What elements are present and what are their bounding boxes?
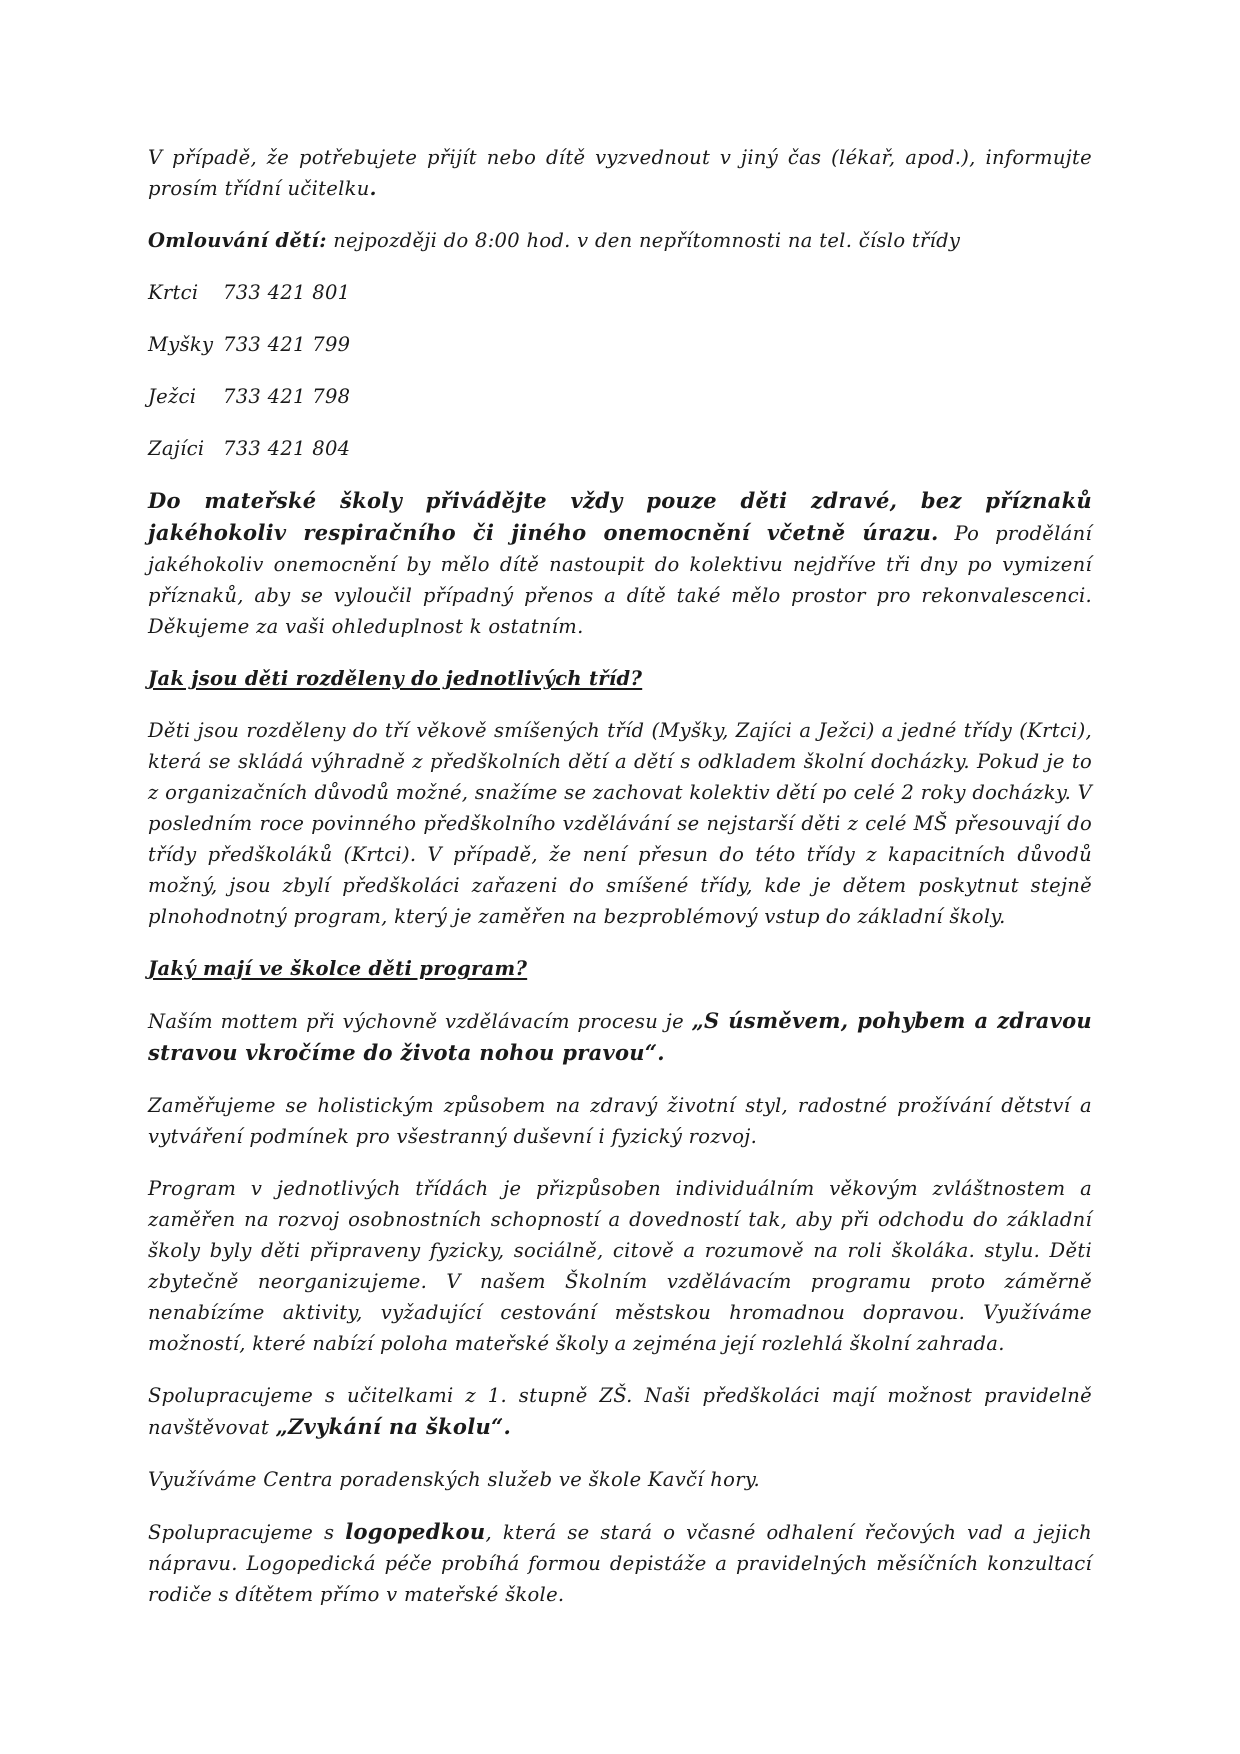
excuse-label: Omlouvání dětí: bbox=[148, 229, 327, 252]
excuse-paragraph bbox=[148, 225, 1092, 256]
program-paragraph-2: Program v jednotlivých třídách je přizpůsoben individuálním věkovým zvláštnostem a zaměřen na rozvoj osobnostních schopností a dovedností tak, aby při odchodu do základní školy byly děti připraveny fyzicky, sociálně, citově a rozumově na roli školáka. stylu. Děti zbytečně neorganizujeme. V našem Školním vzdělávacím programu proto záměrně nenabízíme aktivity, vyžadující cestování městskou hromadnou dopravou. Využíváme možností, které nabízí poloha mateřské školy a zejména její rozlehlá školní zahrada. bbox=[148, 1177, 1092, 1355]
class-name: Ježci bbox=[148, 385, 197, 408]
motto-text: „S úsměvem, pohybem a zdravou stravou vkročíme do života nohou pravou“. bbox=[148, 1008, 1092, 1065]
cooperation-text: Spolupracujeme s učitelkami z 1. stupně ZŠ. Naši předškoláci mají možnost pravidelně navštěvovat bbox=[148, 1384, 1092, 1439]
section-heading-classes: Jak jsou děti rozděleny do jednotlivých tříd? bbox=[148, 667, 643, 690]
program-paragraph-4 bbox=[148, 1464, 1092, 1495]
class-name: Myšky bbox=[148, 333, 214, 356]
class-name: Krtci bbox=[148, 281, 199, 304]
health-text: Po prodělání jakéhokoliv onemocnění by mělo dítě nastoupit do kolektivu nejdříve tři dny po vymizení příznaků, aby se vyloučil případný přenos a dítě také mělo prostor pro rekonvalescenci. Děkujeme za vaši ohleduplnost k ostatním. bbox=[148, 522, 1093, 638]
phone-row-krtci bbox=[148, 277, 1092, 308]
counseling-text-c: ve škole Kavčí hory. bbox=[552, 1468, 761, 1491]
class-phone-list bbox=[148, 277, 1092, 464]
intro-text: V případě, že potřebujete přijít nebo dítě vyzvednout v jiný čas (lékař, apod.), informujte prosím třídní učitelku bbox=[148, 146, 1092, 200]
class-name: Zajíci bbox=[148, 437, 205, 460]
counseling-text-b: poradenských služeb bbox=[339, 1468, 553, 1491]
health-paragraph bbox=[148, 485, 1092, 642]
school-prep-title: „Zvykání na školu“. bbox=[275, 1414, 512, 1439]
section-heading-program: Jaký mají ve školce děti program? bbox=[148, 957, 528, 980]
phone-number: 733 421 799 bbox=[223, 333, 351, 356]
program-paragraph-1: Zaměřujeme se holistickým způsobem na zdravý životní styl, radostné prožívání dětství a vytváření podmínek pro všestranný duševní i fyzický rozvoj. bbox=[148, 1094, 1092, 1148]
intro-paragraph bbox=[148, 142, 1092, 204]
phone-number: 733 421 804 bbox=[223, 437, 351, 460]
motto-intro: Naším mottem při výchovně vzdělávacím procesu je bbox=[148, 1010, 692, 1033]
counseling-text-a: Využíváme Centra bbox=[148, 1468, 340, 1491]
speech-text-b: , která se stará o včasné odhalení řečových vad a jejich nápravu. Logopedická péče probíhá formou depistáže a pravidelných měsíčních konzultací rodiče s dítětem přímo v mateřské škole. bbox=[148, 1521, 1092, 1606]
health-warning: Do mateřské školy přivádějte vždy pouze děti zdravé, bez příznaků jakéhokoliv respiračního či jiného onemocnění včetně úrazu. bbox=[148, 488, 1092, 545]
document-page bbox=[148, 142, 1092, 1631]
speech-therapist: logopedkou bbox=[345, 1519, 486, 1544]
intro-end: . bbox=[369, 177, 377, 200]
phone-number: 733 421 798 bbox=[223, 385, 351, 408]
phone-number: 733 421 801 bbox=[223, 281, 351, 304]
program-paragraph-5 bbox=[148, 1516, 1092, 1610]
phone-row-mysky bbox=[148, 329, 1092, 360]
classes-paragraph: Děti jsou rozděleny do tří věkově smíšených tříd (Myšky, Zajíci a Ježci) a jedné třídy (Krtci), která se skládá výhradně z předškolních dětí a dětí s odkladem školní docházky. Pokud je to z organizačních důvodů možné, snažíme se zachovat kolektiv dětí po celé 2 roky docházky. V posledním roce povinného předškolního vzdělávání se nejstarší děti z celé MŠ přesouvají do třídy předškoláků (Krtci). V případě, že není přesun do této třídy z kapacitních důvodů možný, jsou zbylí předškoláci zařazeni do smíšené třídy, kde je dětem poskytnut stejně plnohodnotný program, který je zaměřen na bezproblémový vstup do základní školy. bbox=[148, 719, 1092, 928]
motto-paragraph bbox=[148, 1005, 1092, 1069]
phone-row-jezci bbox=[148, 381, 1092, 412]
phone-row-zajici bbox=[148, 433, 1092, 464]
program-paragraph-3 bbox=[148, 1380, 1092, 1443]
excuse-text: nejpozději do 8:00 hod. v den nepřítomnosti na tel. číslo třídy bbox=[326, 229, 961, 252]
speech-text-a: Spolupracujeme s bbox=[148, 1521, 346, 1544]
